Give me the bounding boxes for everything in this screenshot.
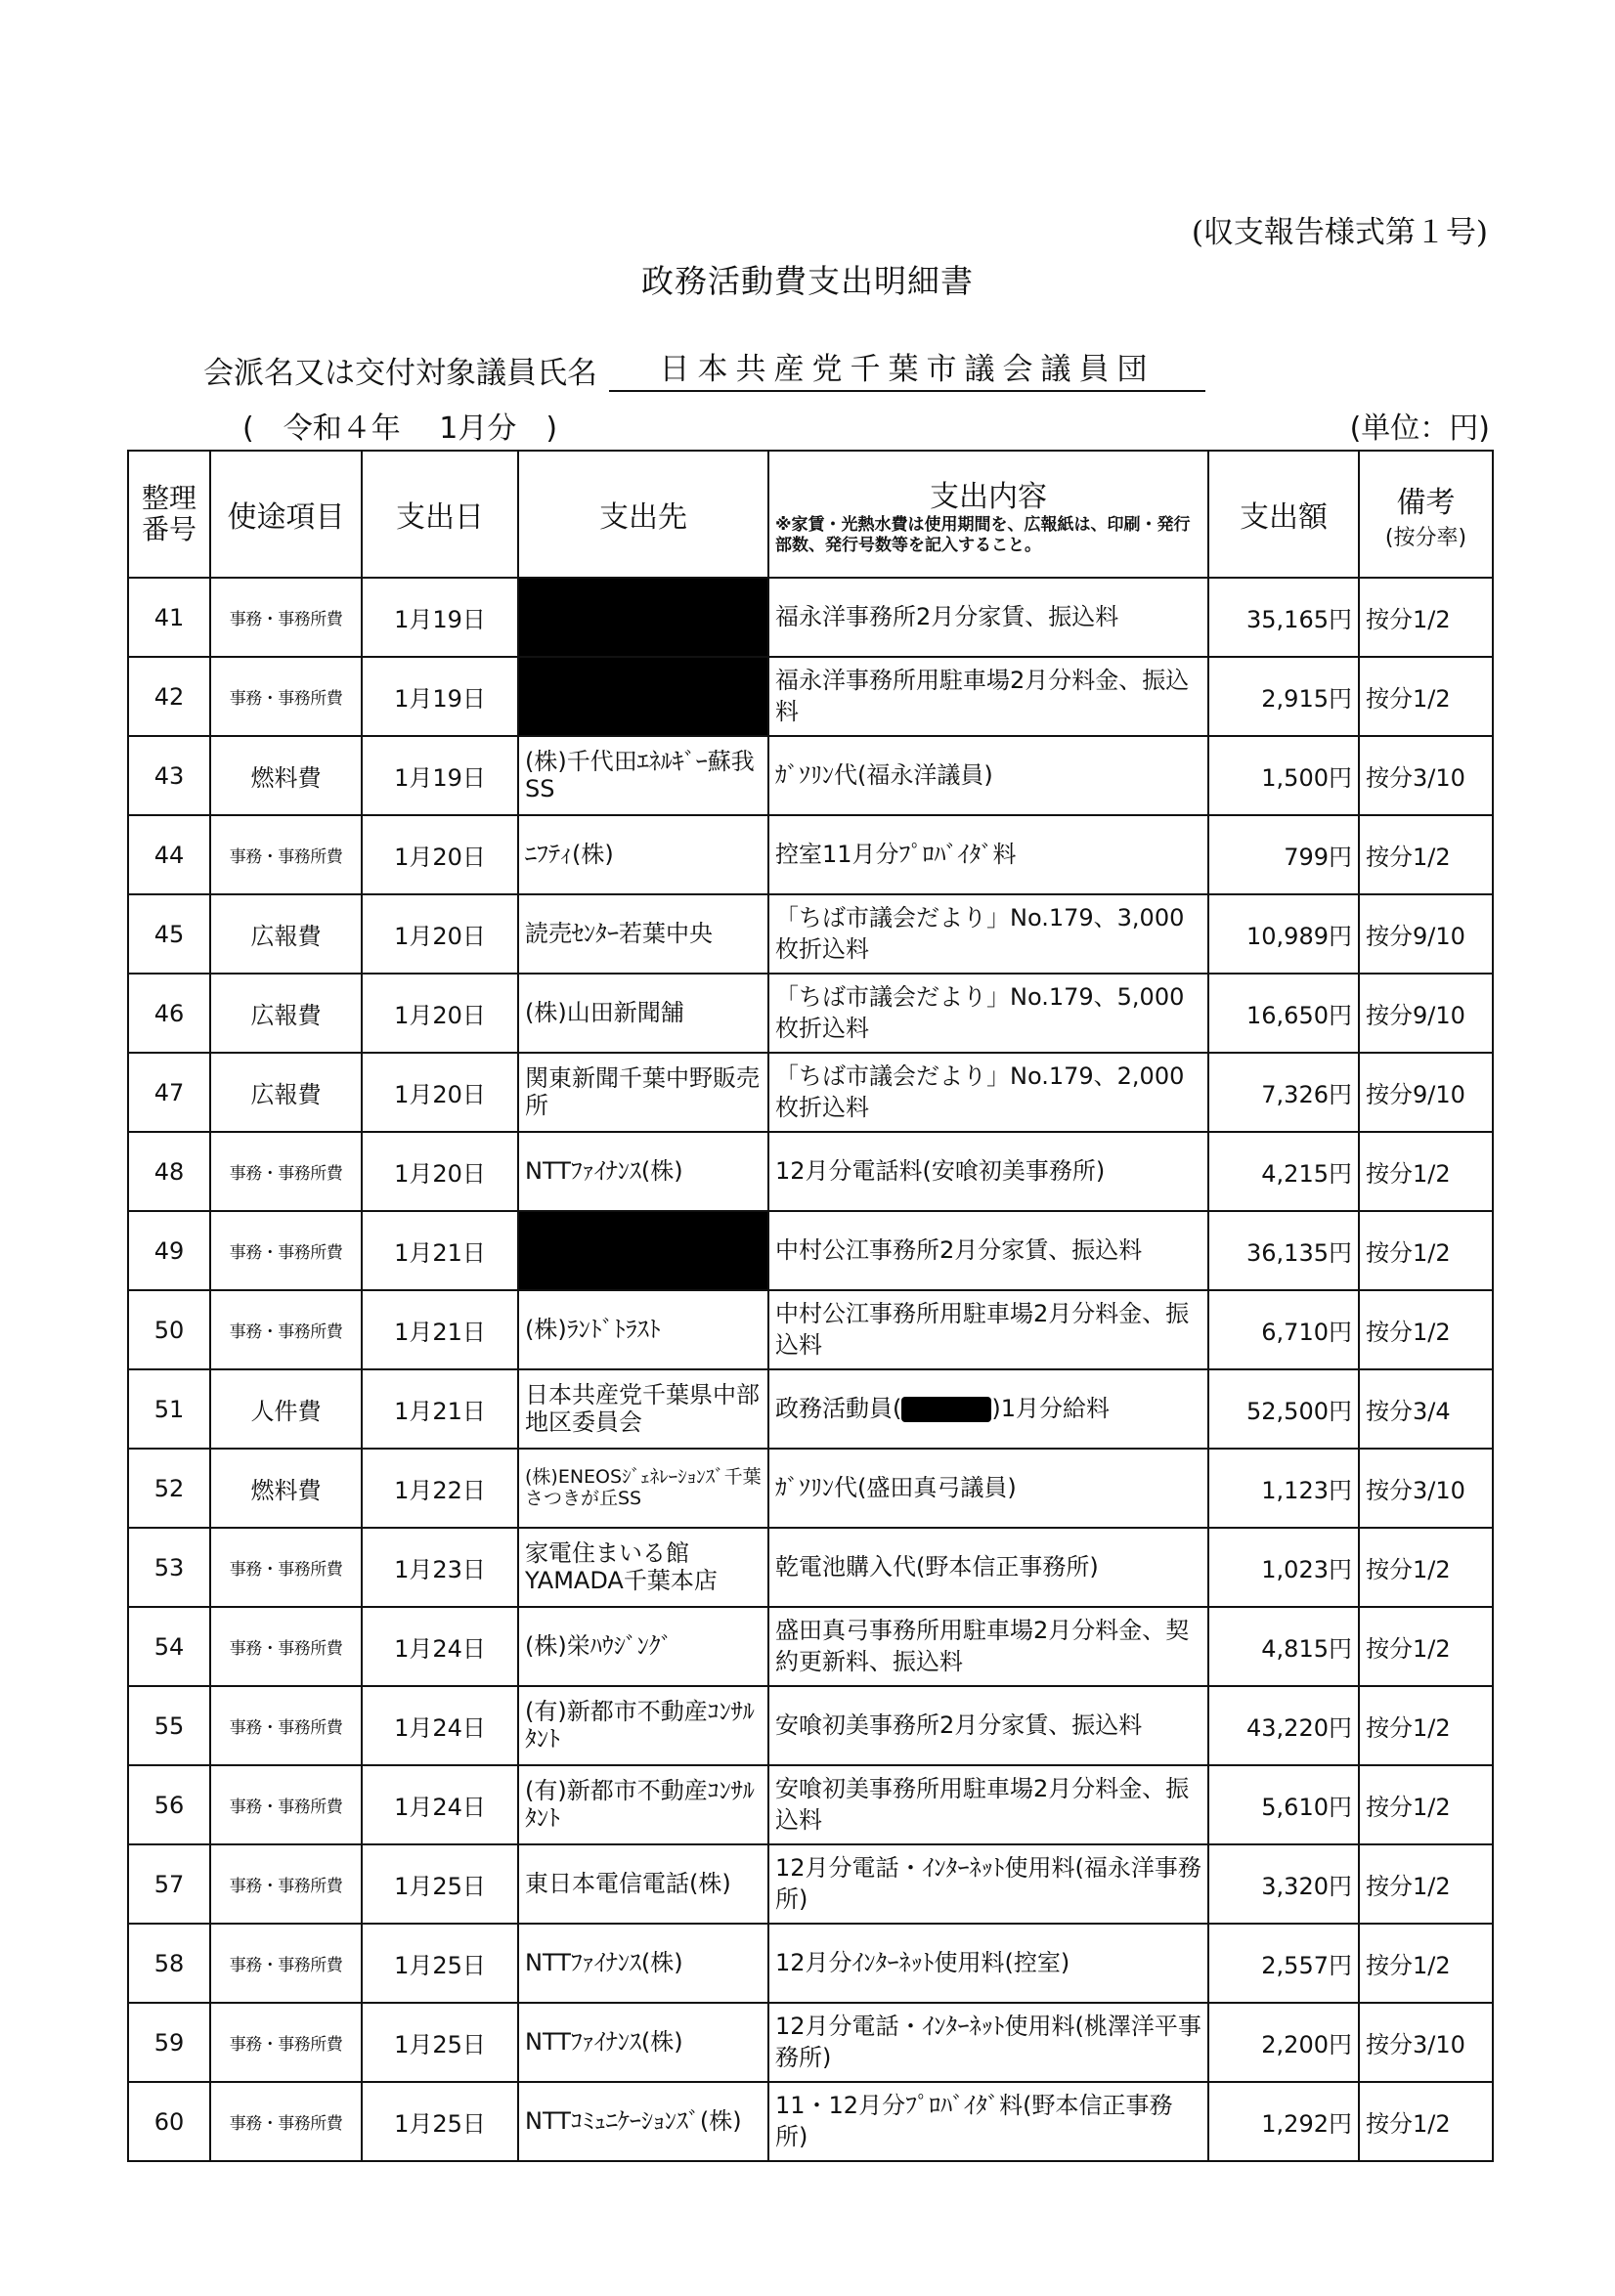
row-content: 福永洋事務所2月分家賃、振込料 (768, 578, 1208, 657)
row-date: 1月20日 (362, 1132, 518, 1211)
row-note: 按分1/2 (1359, 1765, 1493, 1844)
header-content (768, 451, 1208, 578)
row-note: 按分1/2 (1359, 1686, 1493, 1765)
row-payee: 関東新聞千葉中野販売所 (518, 1053, 768, 1132)
row-payee: (有)新都市不動産ｺﾝｻﾙﾀﾝﾄ (518, 1686, 768, 1765)
row-number: 41 (128, 578, 210, 657)
row-content: 「ちば市議会だより」No.179、3,000枚折込料 (768, 894, 1208, 974)
row-payee (518, 1211, 768, 1290)
table-row (128, 1844, 1493, 1924)
header-amount: 支出額 (1208, 451, 1359, 578)
row-content: 控室11月分ﾌﾟﾛﾊﾞｲﾀﾞ料 (768, 815, 1208, 894)
row-content: 盛田真弓事務所用駐車場2月分料金、契約更新料、振込料 (768, 1607, 1208, 1686)
row-payee: NTTﾌｧｲﾅﾝｽ(株) (518, 1132, 768, 1211)
row-date: 1月22日 (362, 1449, 518, 1528)
row-number: 42 (128, 657, 210, 736)
row-note: 按分1/2 (1359, 815, 1493, 894)
row-purpose: 事務・事務所費 (210, 815, 362, 894)
row-content: ｶﾞｿﾘﾝ代(福永洋議員) (768, 736, 1208, 815)
table-body (128, 578, 1493, 2161)
row-content: 中村公江事務所2月分家賃、振込料 (768, 1211, 1208, 1290)
row-date: 1月19日 (362, 736, 518, 815)
table-row (128, 578, 1493, 657)
table-row (128, 1369, 1493, 1449)
row-number: 43 (128, 736, 210, 815)
row-date: 1月24日 (362, 1686, 518, 1765)
row-payee: 東日本電信電話(株) (518, 1844, 768, 1924)
row-date: 1月23日 (362, 1528, 518, 1607)
row-content: 12月分ｲﾝﾀｰﾈｯﾄ使用料(控室) (768, 1924, 1208, 2003)
row-purpose: 事務・事務所費 (210, 1290, 362, 1369)
row-number: 49 (128, 1211, 210, 1290)
header-no: 整理番号 (128, 451, 210, 578)
row-content: 12月分電話料(安喰初美事務所) (768, 1132, 1208, 1211)
row-note: 按分1/2 (1359, 578, 1493, 657)
row-amount: 3,320円 (1208, 1844, 1359, 1924)
row-amount: 2,557円 (1208, 1924, 1359, 2003)
row-date: 1月20日 (362, 894, 518, 974)
row-purpose: 事務・事務所費 (210, 1528, 362, 1607)
row-payee: (有)新都市不動産ｺﾝｻﾙﾀﾝﾄ (518, 1765, 768, 1844)
table-row (128, 1053, 1493, 1132)
row-amount: 799円 (1208, 815, 1359, 894)
row-date: 1月25日 (362, 1924, 518, 2003)
row-amount: 6,710円 (1208, 1290, 1359, 1369)
redaction-block (519, 579, 767, 656)
row-amount: 1,123円 (1208, 1449, 1359, 1528)
period-label: ( 令和４年 1月分 ) (242, 412, 558, 446)
table-header-row (128, 451, 1493, 578)
row-amount: 2,200円 (1208, 2003, 1359, 2082)
row-content: 「ちば市議会だより」No.179、5,000枚折込料 (768, 974, 1208, 1053)
row-number: 52 (128, 1449, 210, 1528)
row-amount: 4,815円 (1208, 1607, 1359, 1686)
row-payee: 日本共産党千葉県中部地区委員会 (518, 1369, 768, 1449)
row-amount: 10,989円 (1208, 894, 1359, 974)
row-note: 按分1/2 (1359, 1211, 1493, 1290)
header-content-title: 支出内容 (930, 479, 1047, 514)
table-row (128, 1686, 1493, 1765)
table-row (128, 1132, 1493, 1211)
table-row (128, 2003, 1493, 2082)
row-purpose: 燃料費 (210, 736, 362, 815)
row-purpose: 事務・事務所費 (210, 1211, 362, 1290)
row-purpose: 事務・事務所費 (210, 1132, 362, 1211)
row-number: 48 (128, 1132, 210, 1211)
group-row (203, 344, 1205, 392)
row-note: 按分3/10 (1359, 1449, 1493, 1528)
header-note-sub: (按分率) (1384, 525, 1467, 550)
table-row (128, 1765, 1493, 1844)
row-content: 11・12月分ﾌﾟﾛﾊﾞｲﾀﾞ料(野本信正事務所) (768, 2082, 1208, 2161)
table-row (128, 736, 1493, 815)
row-payee: (株)栄ﾊｳｼﾞﾝｸﾞ (518, 1607, 768, 1686)
table-row (128, 974, 1493, 1053)
row-number: 56 (128, 1765, 210, 1844)
row-purpose: 人件費 (210, 1369, 362, 1449)
row-purpose: 広報費 (210, 974, 362, 1053)
row-content-prefix: 政務活動員( (775, 1394, 902, 1422)
row-number: 45 (128, 894, 210, 974)
table-row (128, 1924, 1493, 2003)
row-date: 1月25日 (362, 2082, 518, 2161)
row-number: 53 (128, 1528, 210, 1607)
header-note (1359, 451, 1493, 578)
row-amount: 35,165円 (1208, 578, 1359, 657)
table-row (128, 2082, 1493, 2161)
row-content (768, 1369, 1208, 1449)
row-payee: NTTﾌｧｲﾅﾝｽ(株) (518, 1924, 768, 2003)
row-amount: 5,610円 (1208, 1765, 1359, 1844)
row-payee: (株)山田新聞舗 (518, 974, 768, 1053)
row-content-suffix: )1月分給料 (991, 1394, 1111, 1422)
row-amount: 2,915円 (1208, 657, 1359, 736)
table-row (128, 894, 1493, 974)
row-purpose: 燃料費 (210, 1449, 362, 1528)
row-note: 按分1/2 (1359, 1528, 1493, 1607)
row-number: 44 (128, 815, 210, 894)
row-date: 1月20日 (362, 974, 518, 1053)
row-content: 12月分電話・ｲﾝﾀｰﾈｯﾄ使用料(福永洋事務所) (768, 1844, 1208, 1924)
table-row (128, 657, 1493, 736)
row-amount: 16,650円 (1208, 974, 1359, 1053)
row-number: 46 (128, 974, 210, 1053)
row-note: 按分1/2 (1359, 657, 1493, 736)
header-payee: 支出先 (518, 451, 768, 578)
row-amount: 36,135円 (1208, 1211, 1359, 1290)
row-note: 按分9/10 (1359, 974, 1493, 1053)
redaction-block (519, 658, 767, 735)
row-date: 1月24日 (362, 1607, 518, 1686)
row-content: 安喰初美事務所用駐車場2月分料金、振込料 (768, 1765, 1208, 1844)
table-row (128, 815, 1493, 894)
row-payee: 家電住まいる館YAMADA千葉本店 (518, 1528, 768, 1607)
row-amount: 7,326円 (1208, 1053, 1359, 1132)
row-purpose: 事務・事務所費 (210, 1844, 362, 1924)
row-payee: (株)ﾗﾝﾄﾞﾄﾗｽﾄ (518, 1290, 768, 1369)
row-number: 50 (128, 1290, 210, 1369)
row-note: 按分1/2 (1359, 1924, 1493, 2003)
row-note: 按分9/10 (1359, 1053, 1493, 1132)
row-number: 54 (128, 1607, 210, 1686)
row-purpose: 事務・事務所費 (210, 578, 362, 657)
row-date: 1月25日 (362, 1844, 518, 1924)
row-date: 1月21日 (362, 1211, 518, 1290)
row-payee (518, 657, 768, 736)
row-note: 按分1/2 (1359, 1290, 1493, 1369)
table-row (128, 1290, 1493, 1369)
row-date: 1月19日 (362, 657, 518, 736)
row-amount: 43,220円 (1208, 1686, 1359, 1765)
row-note: 按分1/2 (1359, 1607, 1493, 1686)
row-purpose: 事務・事務所費 (210, 1686, 362, 1765)
row-content: ｶﾞｿﾘﾝ代(盛田真弓議員) (768, 1449, 1208, 1528)
row-amount: 1,292円 (1208, 2082, 1359, 2161)
row-date: 1月20日 (362, 1053, 518, 1132)
row-note: 按分9/10 (1359, 894, 1493, 974)
row-payee: ﾆﾌﾃｨ(株) (518, 815, 768, 894)
group-name: 日本共産党千葉市議会議員団 (609, 344, 1205, 392)
row-purpose: 広報費 (210, 894, 362, 974)
row-number: 55 (128, 1686, 210, 1765)
row-content: 安喰初美事務所2月分家賃、振込料 (768, 1686, 1208, 1765)
row-content: 福永洋事務所用駐車場2月分料金、振込料 (768, 657, 1208, 736)
row-number: 51 (128, 1369, 210, 1449)
form-number-label: (収支報告様式第１号) (1191, 215, 1488, 250)
row-number: 60 (128, 2082, 210, 2161)
unit-label: (単位：円) (1349, 412, 1490, 446)
row-note: 按分1/2 (1359, 1844, 1493, 1924)
document-title: 政務活動費支出明細書 (641, 262, 974, 300)
row-purpose: 広報費 (210, 1053, 362, 1132)
row-purpose: 事務・事務所費 (210, 1765, 362, 1844)
row-note: 按分1/2 (1359, 2082, 1493, 2161)
row-note: 按分3/4 (1359, 1369, 1493, 1449)
row-payee: (株)千代田ｴﾈﾙｷﾞｰ蘇我SS (518, 736, 768, 815)
row-note: 按分3/10 (1359, 736, 1493, 815)
header-content-note: ※家賃・光熱水費は使用期間を、広報紙は、印刷・発行部数、発行号数等を記入すること。 (775, 514, 1191, 555)
table-row (128, 1607, 1493, 1686)
row-content: 「ちば市議会だより」No.179、2,000枚折込料 (768, 1053, 1208, 1132)
row-amount: 4,215円 (1208, 1132, 1359, 1211)
row-content: 12月分電話・ｲﾝﾀｰﾈｯﾄ使用料(桃澤洋平事務所) (768, 2003, 1208, 2082)
row-content: 中村公江事務所用駐車場2月分料金、振込料 (768, 1290, 1208, 1369)
row-date: 1月20日 (362, 815, 518, 894)
expenditure-table (127, 450, 1494, 2162)
table-row (128, 1449, 1493, 1528)
table-row (128, 1528, 1493, 1607)
redaction-block (901, 1397, 991, 1422)
row-note: 按分1/2 (1359, 1132, 1493, 1211)
row-content: 乾電池購入代(野本信正事務所) (768, 1528, 1208, 1607)
group-label: 会派名又は交付対象議員氏名 (203, 356, 597, 391)
row-date: 1月25日 (362, 2003, 518, 2082)
row-amount: 52,500円 (1208, 1369, 1359, 1449)
row-purpose: 事務・事務所費 (210, 657, 362, 736)
redaction-block (519, 1212, 767, 1289)
row-number: 58 (128, 1924, 210, 2003)
row-note: 按分3/10 (1359, 2003, 1493, 2082)
header-date: 支出日 (362, 451, 518, 578)
row-purpose: 事務・事務所費 (210, 1924, 362, 2003)
header-note-title: 備考 (1396, 485, 1456, 520)
row-payee (518, 578, 768, 657)
row-purpose: 事務・事務所費 (210, 2082, 362, 2161)
row-number: 59 (128, 2003, 210, 2082)
row-payee: NTTｺﾐｭﾆｹｰｼｮﾝｽﾞ(株) (518, 2082, 768, 2161)
row-payee: (株)ENEOSｼﾞｪﾈﾚｰｼｮﾝｽﾞ千葉さつきが丘SS (518, 1449, 768, 1528)
row-date: 1月21日 (362, 1290, 518, 1369)
row-date: 1月19日 (362, 578, 518, 657)
row-date: 1月24日 (362, 1765, 518, 1844)
row-amount: 1,500円 (1208, 736, 1359, 815)
row-number: 47 (128, 1053, 210, 1132)
row-payee: 読売ｾﾝﾀｰ若葉中央 (518, 894, 768, 974)
row-purpose: 事務・事務所費 (210, 1607, 362, 1686)
row-payee: NTTﾌｧｲﾅﾝｽ(株) (518, 2003, 768, 2082)
row-purpose: 事務・事務所費 (210, 2003, 362, 2082)
table-row (128, 1211, 1493, 1290)
row-amount: 1,023円 (1208, 1528, 1359, 1607)
header-purpose: 使途項目 (210, 451, 362, 578)
row-date: 1月21日 (362, 1369, 518, 1449)
row-number: 57 (128, 1844, 210, 1924)
